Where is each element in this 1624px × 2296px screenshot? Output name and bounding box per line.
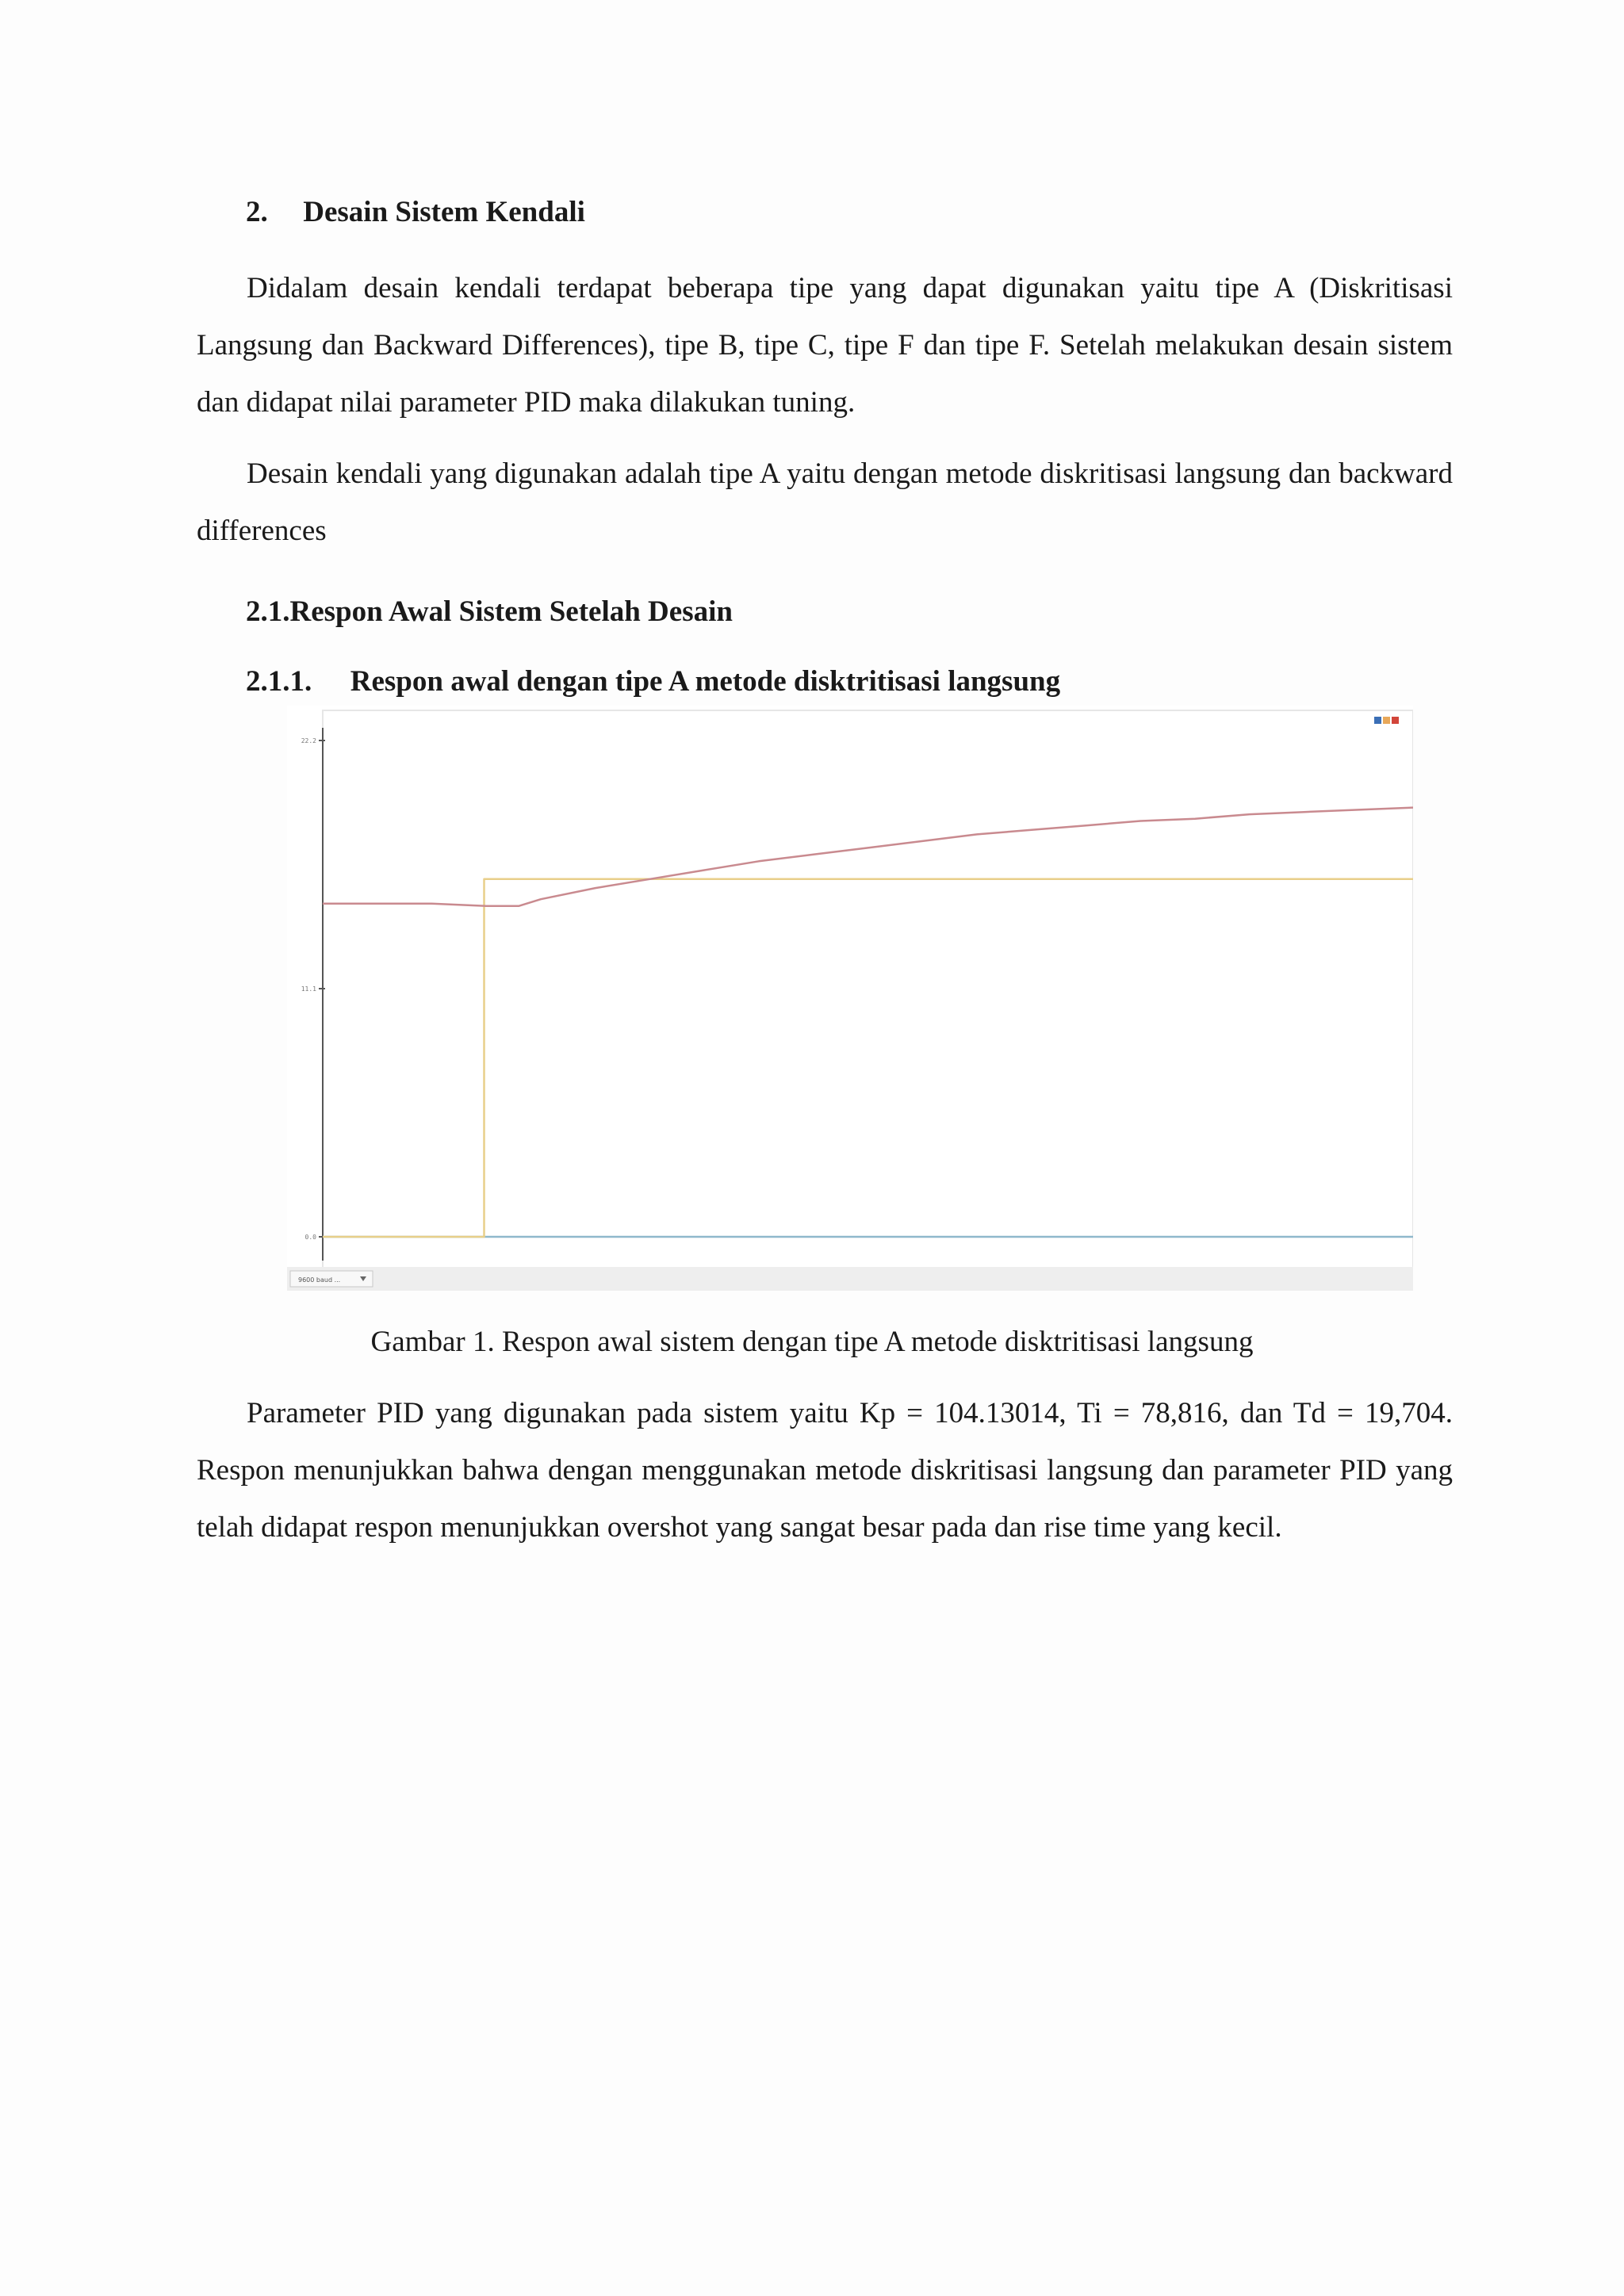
y-tick-label: 0.0 bbox=[304, 1234, 316, 1241]
paragraph-intro: Didalam desain kendali terdapat beberapa tipe yang dapat digunakan yaitu tipe A (Diskritisasi Langsung dan Backward Differences), tipe B, tipe C, tipe F dan tipe F. Setelah melakukan desain sistem dan didapat nilai parameter PID maka dilakukan tuning. bbox=[197, 272, 1453, 419]
legend-swatch bbox=[1374, 717, 1381, 724]
section-heading bbox=[246, 195, 585, 229]
paragraph-pid: Parameter PID yang digunakan pada sistem yaitu Kp = 104.13014, Ti = 78,816, dan Td = 19,704. Respon menunjukkan bahwa dengan menggunakan metode diskritisasi langsung dan parameter PID yang telah didapat respon menunjukkan overshot yang sangat besar pada dan rise time yang kecil. bbox=[197, 1397, 1453, 1544]
subsubsection-number: 2.1.1. bbox=[246, 665, 312, 698]
y-tick-label: 11.1 bbox=[301, 985, 316, 993]
y-tick-label: 22.2 bbox=[301, 737, 316, 744]
legend-swatch bbox=[1383, 717, 1390, 724]
response-chart bbox=[287, 706, 1413, 1291]
chart-background bbox=[287, 706, 1413, 1291]
legend bbox=[1374, 717, 1399, 724]
paragraph-design: Desain kendali yang digunakan adalah tipe A yaitu dengan metode diskritisasi langsung dan backward differences bbox=[197, 457, 1453, 547]
section-number: 2. bbox=[246, 196, 268, 228]
bottom-control-bar bbox=[287, 1267, 1413, 1291]
legend-swatch bbox=[1392, 717, 1399, 724]
subsubsection-title: Respon awal dengan tipe A metode disktritisasi langsung bbox=[350, 665, 1061, 698]
figure-caption: Gambar 1. Respon awal sistem dengan tipe A metode disktritisasi langsung bbox=[370, 1326, 1254, 1358]
baud-rate-select-label: 9600 baud ... bbox=[298, 1276, 341, 1284]
subsubsection-heading bbox=[246, 664, 1060, 698]
section-title: Desain Sistem Kendali bbox=[303, 196, 585, 228]
subsection-heading: 2.1.Respon Awal Sistem Setelah Desain bbox=[246, 595, 733, 628]
